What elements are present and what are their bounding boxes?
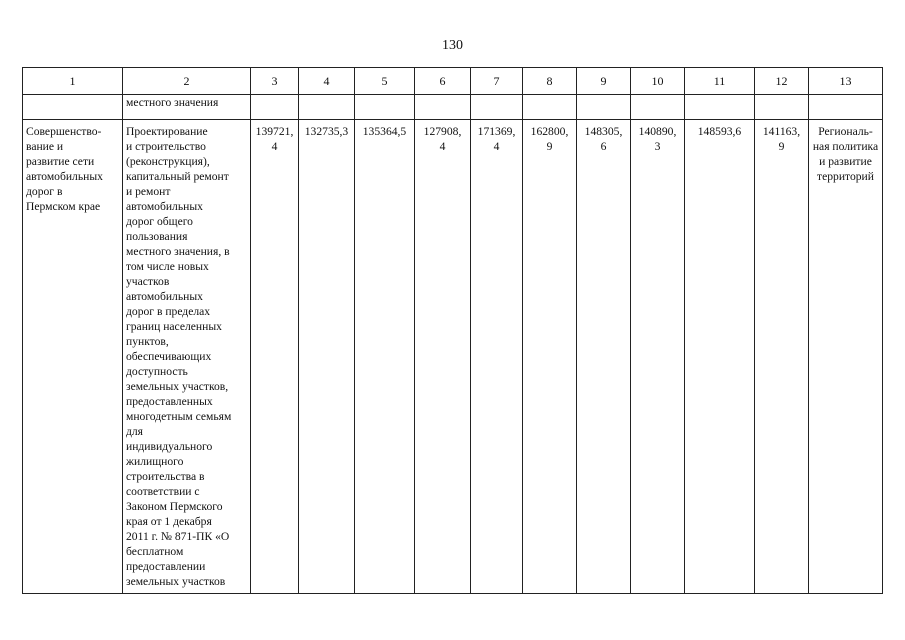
value-cell: 127908, 4 [415, 120, 471, 594]
table-cell [355, 95, 415, 120]
program-name-cell: Совершенство- вание и развитие сети автомобильных дорог в Пермском крае [23, 120, 123, 594]
table-cell [631, 95, 685, 120]
table-cell [415, 95, 471, 120]
header-cell: 12 [755, 68, 809, 95]
table-cell [471, 95, 523, 120]
responsible-cell: Региональ- ная политика и развитие территорий [809, 120, 883, 594]
value-cell: 148305, 6 [577, 120, 631, 594]
document-table [22, 67, 883, 594]
value-cell: 135364,5 [355, 120, 415, 594]
value-cell: 171369, 4 [471, 120, 523, 594]
table-cell [523, 95, 577, 120]
table-cell [809, 95, 883, 120]
header-cell: 5 [355, 68, 415, 95]
table-cell [755, 95, 809, 120]
header-cell: 10 [631, 68, 685, 95]
table-cell [577, 95, 631, 120]
header-cell: 7 [471, 68, 523, 95]
activity-description-cell: Проектирование и строительство (реконструкция), капитальный ремонт и ремонт автомобильных дорог общего пользования местного значения, в том числе новых участков автомобильных дорог в пределах границ населенных пунктов, обеспечивающих доступность земельных участков, предоставленных многодетным семьям для индивидуального жилищного строительства в соответствии с Законом Пермского края от 1 декабря 2011 г. № 871-ПК «О бесплатном предоставлении земельных участков [123, 120, 251, 594]
table-cell [251, 95, 299, 120]
header-cell: 8 [523, 68, 577, 95]
header-cell: 9 [577, 68, 631, 95]
value-cell: 148593,6 [685, 120, 755, 594]
table-row [23, 95, 883, 120]
table-cell [685, 95, 755, 120]
value-cell: 132735,3 [299, 120, 355, 594]
value-cell: 140890, 3 [631, 120, 685, 594]
value-cell: 141163, 9 [755, 120, 809, 594]
header-cell: 11 [685, 68, 755, 95]
table-cell: местного значения [123, 95, 251, 120]
value-cell: 162800, 9 [523, 120, 577, 594]
page-number: 130 [442, 38, 463, 53]
header-cell: 2 [123, 68, 251, 95]
value-cell: 139721, 4 [251, 120, 299, 594]
table-cell [299, 95, 355, 120]
table-header-row [23, 68, 883, 95]
header-cell: 1 [23, 68, 123, 95]
table-cell [23, 95, 123, 120]
header-cell: 6 [415, 68, 471, 95]
header-cell: 3 [251, 68, 299, 95]
header-cell: 13 [809, 68, 883, 95]
header-cell: 4 [299, 68, 355, 95]
table-row [23, 120, 883, 594]
